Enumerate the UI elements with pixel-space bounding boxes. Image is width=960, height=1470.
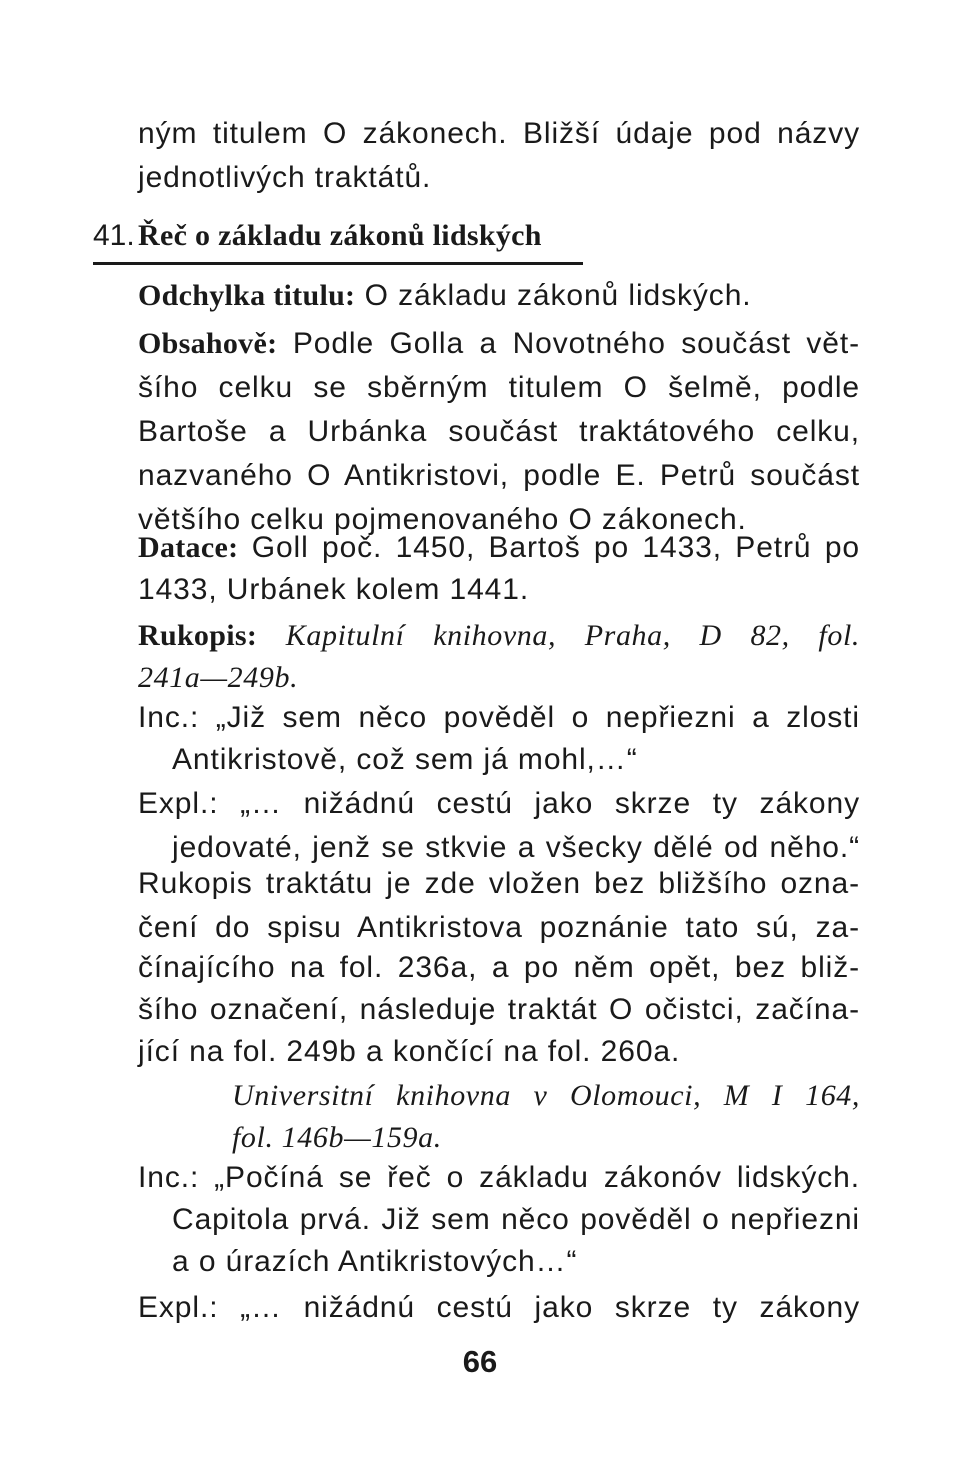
intro-line-2: jednotlivých traktátů. [138, 161, 432, 194]
odchylka-line [138, 274, 860, 318]
section-title: Řeč o základu zákonů lidských [138, 219, 542, 252]
obsahove-line-1 [138, 322, 860, 366]
inc1-line-1: Inc.: „Již sem něco pověděl o nepřiezni a zlosti [138, 701, 860, 734]
obsahove-line-4: nazvaného O Antikristovi, podle E. Petrů součást [138, 459, 860, 492]
datace-text-1: Goll poč. 1450, Bartoš po 1433, Petrů po [238, 531, 860, 564]
inc1-line-2: Antikristově, což sem já mohl,…“ [172, 743, 638, 776]
obsahove-line-3: Bartoše a Urbánka součást traktátového celku, [138, 415, 860, 448]
page-number: 66 [462, 1344, 498, 1379]
inc2-line-2: Capitola prvá. Již sem něco pověděl o nepřiezni [172, 1203, 860, 1236]
obsahove-line-2: šího celku se sběrným titulem O šelmě, podle [138, 371, 860, 404]
odchylka-label: Odchylka titulu: [138, 279, 356, 312]
inc2-line-1: Inc.: „Počíná se řeč o základu zákonóv lidských. [138, 1161, 860, 1194]
rukopis-line-2: 241a—249b. [138, 661, 299, 694]
datace-label: Datace: [138, 531, 239, 564]
datace-line-1 [138, 526, 860, 570]
obsahove-text-1: Podle Golla a Novotného součást vět- [277, 327, 860, 360]
olomouc-line-1: Universitní knihovna v Olomouci, M I 164, [232, 1079, 860, 1112]
expl1-line-2: jedovaté, jenž se stkvie a všecky dělé od něho.“ [172, 831, 860, 864]
note-line-4: šího označení, následuje traktát O očistci, začína- [138, 993, 860, 1026]
rukopis-line-1 [138, 614, 860, 658]
expl1-line-1: Expl.: „… nižádnú cestú jako skrze ty zákony [138, 787, 860, 820]
title-underline [93, 262, 583, 265]
note-line-1: Rukopis traktátu je zde vložen bez bližšího ozna- [138, 867, 860, 900]
rukopis-text-1: Kapitulní knihovna, Praha, D 82, fol. [257, 619, 860, 652]
expl2-line-1: Expl.: „… nižádnú cestú jako skrze ty zákony [138, 1291, 860, 1324]
intro-line-1: ným titulem O zákonech. Bližší údaje pod názvy [138, 117, 860, 150]
note-line-3: čínajícího na fol. 236a, a po něm opět, bez bliž- [138, 951, 860, 984]
obsahove-label: Obsahově: [138, 327, 278, 360]
datace-line-2: 1433, Urbánek kolem 1441. [138, 573, 530, 606]
section-number: 41. [93, 219, 135, 252]
note-line-5: jící na fol. 249b a končící na fol. 260a. [138, 1035, 681, 1068]
obsahove-line-5: většího celku pojmenovaného O zákonech. [138, 503, 747, 536]
inc2-line-3: a o úrazích Antikristových…“ [172, 1245, 578, 1278]
olomouc-line-2: fol. 146b—159a. [232, 1121, 442, 1154]
odchylka-text: O základu zákonů lidských. [355, 279, 752, 312]
note-line-2: čení do spisu Antikristova poznánie tato sú, za- [138, 911, 860, 944]
rukopis-label: Rukopis: [138, 619, 258, 652]
